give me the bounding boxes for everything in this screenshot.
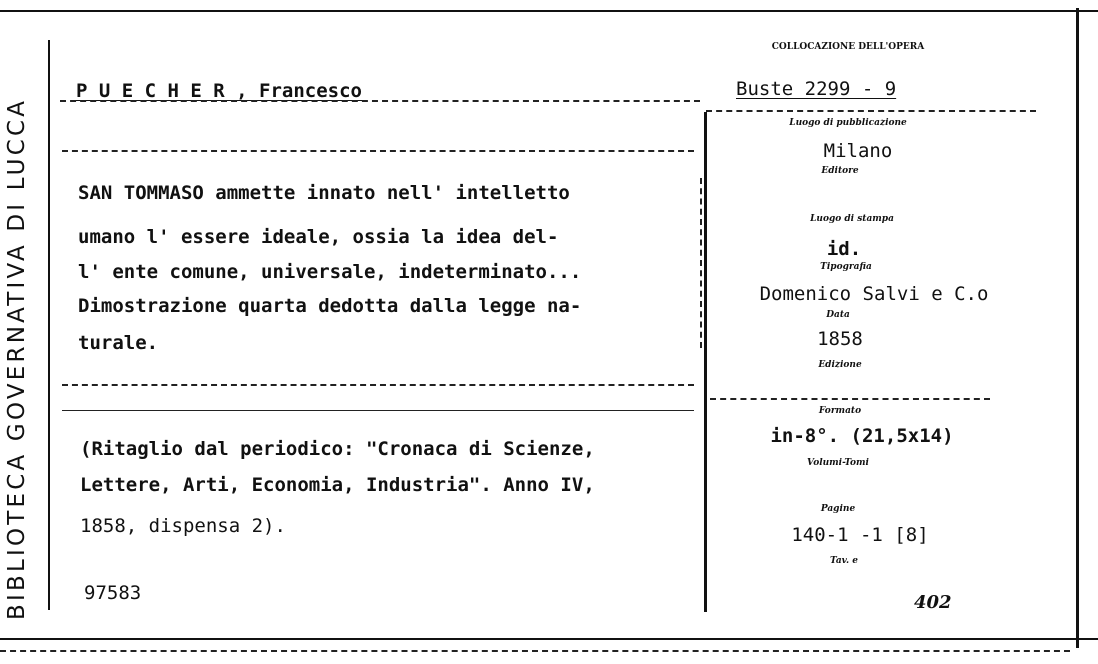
field-caption-plates: Tav. e <box>830 556 858 566</box>
field-value-publication-place: Milano <box>823 140 893 162</box>
field-caption-volumes: Volumi-Tomi <box>807 458 869 468</box>
body-line-5: turale. <box>78 332 159 354</box>
field-caption-edition: Edizione <box>818 360 862 370</box>
field-value-pages: 140-1 -1 [8] <box>791 524 929 546</box>
library-side-label: BIBLIOTECA GOVERNATIVA DI LUCCA <box>4 97 30 620</box>
bottom-dash-1 <box>0 650 1070 652</box>
author-heading: P U E C H E R , Francesco <box>76 80 362 102</box>
field-value-printing-place: id. <box>826 238 862 260</box>
corner-note: 402 <box>914 592 952 613</box>
field-caption-typography: Tipografia <box>820 262 872 272</box>
top-border <box>0 10 1098 12</box>
body-line-3: l' ente comune, universale, indeterminato... <box>78 261 582 283</box>
divider-2 <box>62 384 694 386</box>
divider-1 <box>62 150 694 152</box>
collocation-header: COLLOCAZIONE DELL'OPERA <box>771 42 925 52</box>
field-caption-pages: Pagine <box>820 504 856 514</box>
right-panel-rule <box>704 112 707 612</box>
field-value-typography: Domenico Salvi e C.o <box>759 283 989 305</box>
field-caption-publication-place: Luogo di pubblicazione <box>789 118 907 128</box>
field-value-format: in-8°. (21,5x14) <box>770 425 954 447</box>
body-line-4: Dimostrazione quarta dedotta dalla legge na- <box>78 295 582 317</box>
body-line-2: umano l' essere ideale, ossia la idea del- <box>78 226 559 248</box>
author-underline <box>60 100 700 102</box>
divider-right-mid <box>710 398 990 400</box>
divider-3 <box>62 410 694 411</box>
column-marker <box>700 178 702 348</box>
divider-right-top <box>706 110 1036 112</box>
right-border <box>1076 8 1079 648</box>
note-line-3: 1858, dispensa 2). <box>80 515 286 537</box>
field-value-date: 1858 <box>817 328 863 350</box>
collocation-value: Buste 2299 - 9 <box>736 78 897 100</box>
field-caption-printing-place: Luogo di stampa <box>810 214 894 224</box>
field-caption-date: Data <box>826 310 850 320</box>
inventory-number: 97583 <box>84 582 142 604</box>
left-rule <box>48 40 50 610</box>
body-line-1: SAN TOMMASO ammette innato nell' intelletto <box>78 182 570 204</box>
field-caption-format: Formato <box>818 406 862 416</box>
field-caption-publisher: Editore <box>821 166 859 176</box>
bottom-border <box>0 638 1098 640</box>
note-line-2: Lettere, Arti, Economia, Industria". Anno IV, <box>80 474 595 496</box>
note-line-1: (Ritaglio dal periodico: "Cronaca di Scienze, <box>80 438 595 460</box>
